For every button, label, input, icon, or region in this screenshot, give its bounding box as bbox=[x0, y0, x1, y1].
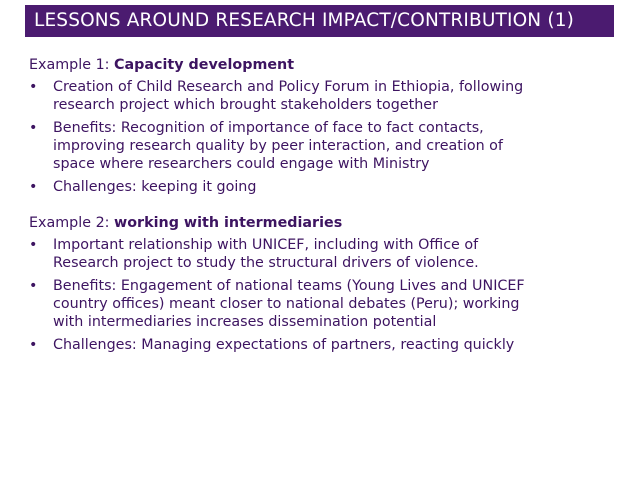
bullet-icon: • bbox=[29, 278, 38, 294]
bullet-text-line: Challenges: Managing expectations of partners, reacting quickly bbox=[53, 337, 515, 353]
bullet-text-line: with intermediaries increases dissemination potential bbox=[53, 314, 437, 330]
example-heading bbox=[29, 213, 609, 233]
bullet-item bbox=[29, 78, 609, 114]
bullet-text-line: improving research quality by peer interaction, and creation of bbox=[53, 138, 503, 154]
example-section-1 bbox=[29, 55, 609, 196]
slide-title: LESSONS AROUND RESEARCH IMPACT/CONTRIBUTION (1) bbox=[34, 10, 574, 31]
example-section-2 bbox=[29, 213, 609, 354]
bullet-item bbox=[29, 277, 609, 331]
bullet-icon: • bbox=[29, 120, 38, 136]
bullet-icon: • bbox=[29, 79, 38, 95]
bullet-icon: • bbox=[29, 179, 38, 195]
bullet-text-line: Research project to study the structural drivers of violence. bbox=[53, 255, 479, 271]
bullet-item bbox=[29, 336, 609, 354]
bullet-text-line: Benefits: Engagement of national teams (Young Lives and UNICEF bbox=[53, 278, 525, 294]
bullet-list bbox=[29, 78, 609, 196]
bullet-text-line: research project which brought stakeholders together bbox=[53, 97, 438, 113]
bullet-text-line: country offices) meant closer to national debates (Peru); working bbox=[53, 296, 520, 312]
bullet-icon: • bbox=[29, 337, 38, 353]
bullet-text-line: space where researchers could engage with Ministry bbox=[53, 156, 430, 172]
example-topic: working with intermediaries bbox=[114, 215, 343, 231]
example-label: Example 2: bbox=[29, 215, 115, 231]
example-label: Example 1: bbox=[29, 57, 115, 73]
bullet-list bbox=[29, 236, 609, 354]
bullet-icon: • bbox=[29, 237, 38, 253]
slide-content bbox=[29, 55, 609, 359]
example-topic: Capacity development bbox=[114, 57, 295, 73]
example-heading bbox=[29, 55, 609, 75]
bullet-item bbox=[29, 236, 609, 272]
bullet-item bbox=[29, 178, 609, 196]
title-bar bbox=[25, 5, 614, 37]
bullet-text-line: Creation of Child Research and Policy Forum in Ethiopia, following bbox=[53, 79, 524, 95]
bullet-text-line: Important relationship with UNICEF, including with Office of bbox=[53, 237, 479, 253]
bullet-text-line: Benefits: Recognition of importance of face to fact contacts, bbox=[53, 120, 484, 136]
bullet-item bbox=[29, 119, 609, 173]
bullet-text-line: Challenges: keeping it going bbox=[53, 179, 257, 195]
